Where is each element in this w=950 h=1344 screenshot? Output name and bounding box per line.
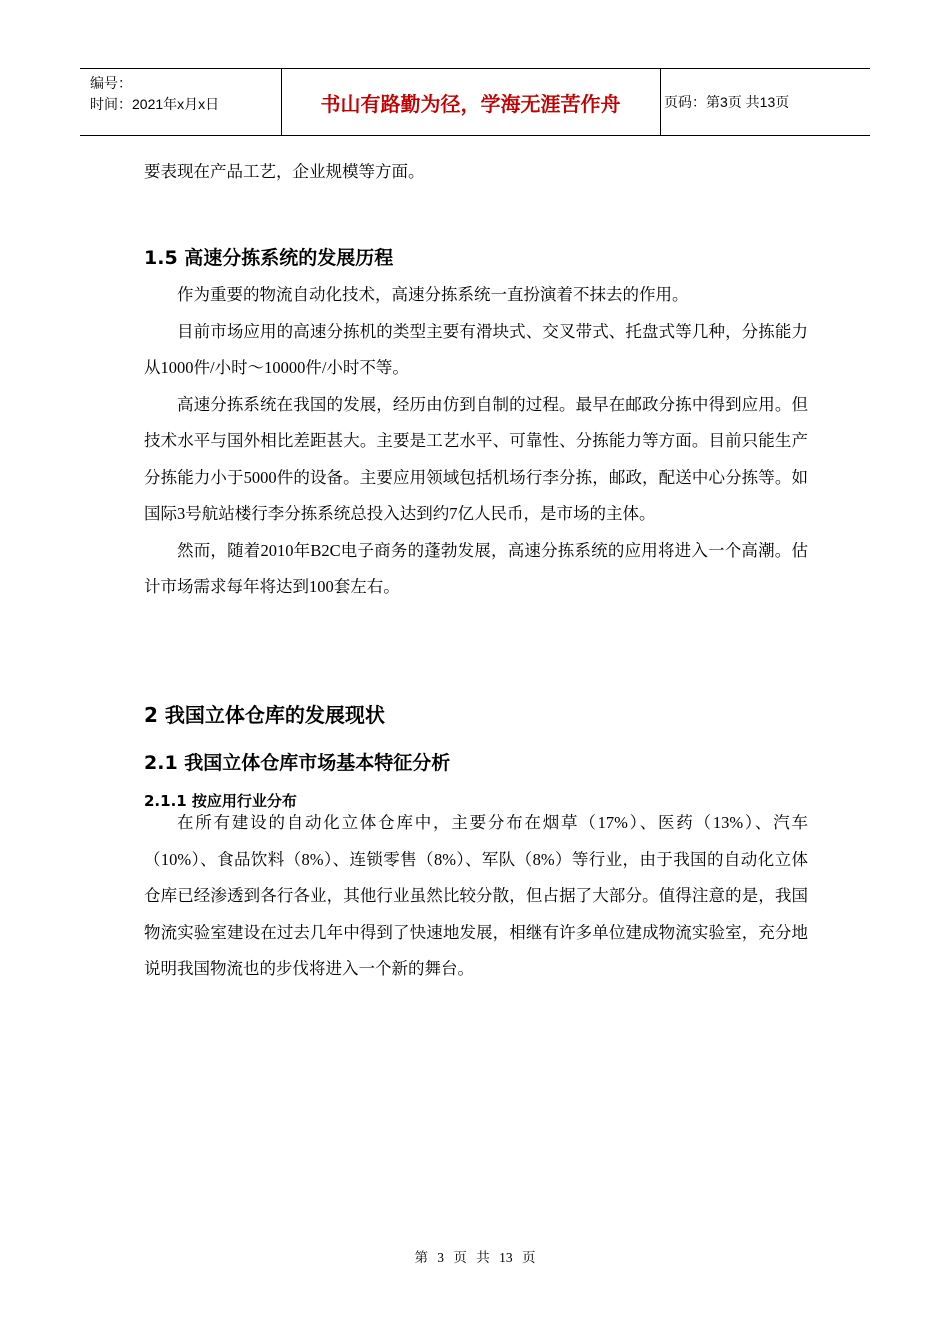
section-1-5-body bbox=[144, 277, 808, 606]
paragraph: 在所有建设的自动化立体仓库中，主要分布在烟草（17%）、医药（13%）、汽车（10%）、食品饮料（8%）、连锁零售（8%）、军队（8%）等行业，由于我国的自动化立体仓库已经渗透到各行各业，其他行业虽然比较分散，但占据了大部分。值得注意的是，我国物流实验室建设在过去几年中得到了快速地发展，相继有许多单位建成物流实验室，充分地说明我国物流也的步伐将进入一个新的舞台。 bbox=[144, 813, 808, 978]
date-label: 时间：2021年x月x日 bbox=[90, 96, 220, 112]
header-meta bbox=[90, 73, 219, 115]
section-heading-2: 2 我国立体仓库的发展现状 bbox=[144, 703, 385, 727]
serial-label: 编号： bbox=[90, 75, 132, 91]
page-footer: 第 3 页 共 13 页 bbox=[414, 1250, 536, 1265]
paragraph: 然而，随着2010年B2C电子商务的蓬勃发展，高速分拣系统的应用将进入一个高潮。估计市场需求每年将达到100套左右。 bbox=[144, 540, 808, 596]
paragraph: 目前市场应用的高速分拣机的类型主要有滑块式、交叉带式、托盘式等几种，分拣能力从1000件/小时～10000件/小时不等。 bbox=[144, 321, 808, 377]
header-page-info: 页码：第3页 共13页 bbox=[664, 94, 790, 110]
paragraph: 高速分拣系统在我国的发展，经历由仿到自制的过程。最早在邮政分拣中得到应用。但技术水平与国外相比差距甚大。主要是工艺水平、可靠性、分拣能力等方面。目前只能生产分拣能力小于5000件的设备。主要应用领域包括机场行李分拣，邮政，配送中心分拣等。如国际3号航站楼行李分拣系统总投入达到约7亿人民币，是市场的主体。 bbox=[144, 394, 808, 523]
section-heading-2-1: 2.1 我国立体仓库市场基本特征分析 bbox=[144, 752, 451, 774]
section-heading-2-1-1: 2.1.1 按应用行业分布 bbox=[144, 792, 297, 810]
header-divider bbox=[660, 69, 661, 135]
section-heading-1-5: 1.5 高速分拣系统的发展历程 bbox=[144, 247, 394, 269]
page-header bbox=[80, 68, 870, 136]
paragraph: 要表现在产品工艺，企业规模等方面。 bbox=[144, 162, 425, 181]
paragraph-continued bbox=[144, 154, 808, 191]
header-motto: 书山有路勤为径，学海无涯苦作舟 bbox=[320, 91, 621, 116]
paragraph: 作为重要的物流自动化技术，高速分拣系统一直扮演着不抹去的作用。 bbox=[177, 285, 689, 304]
section-2-1-1-body bbox=[144, 805, 808, 988]
